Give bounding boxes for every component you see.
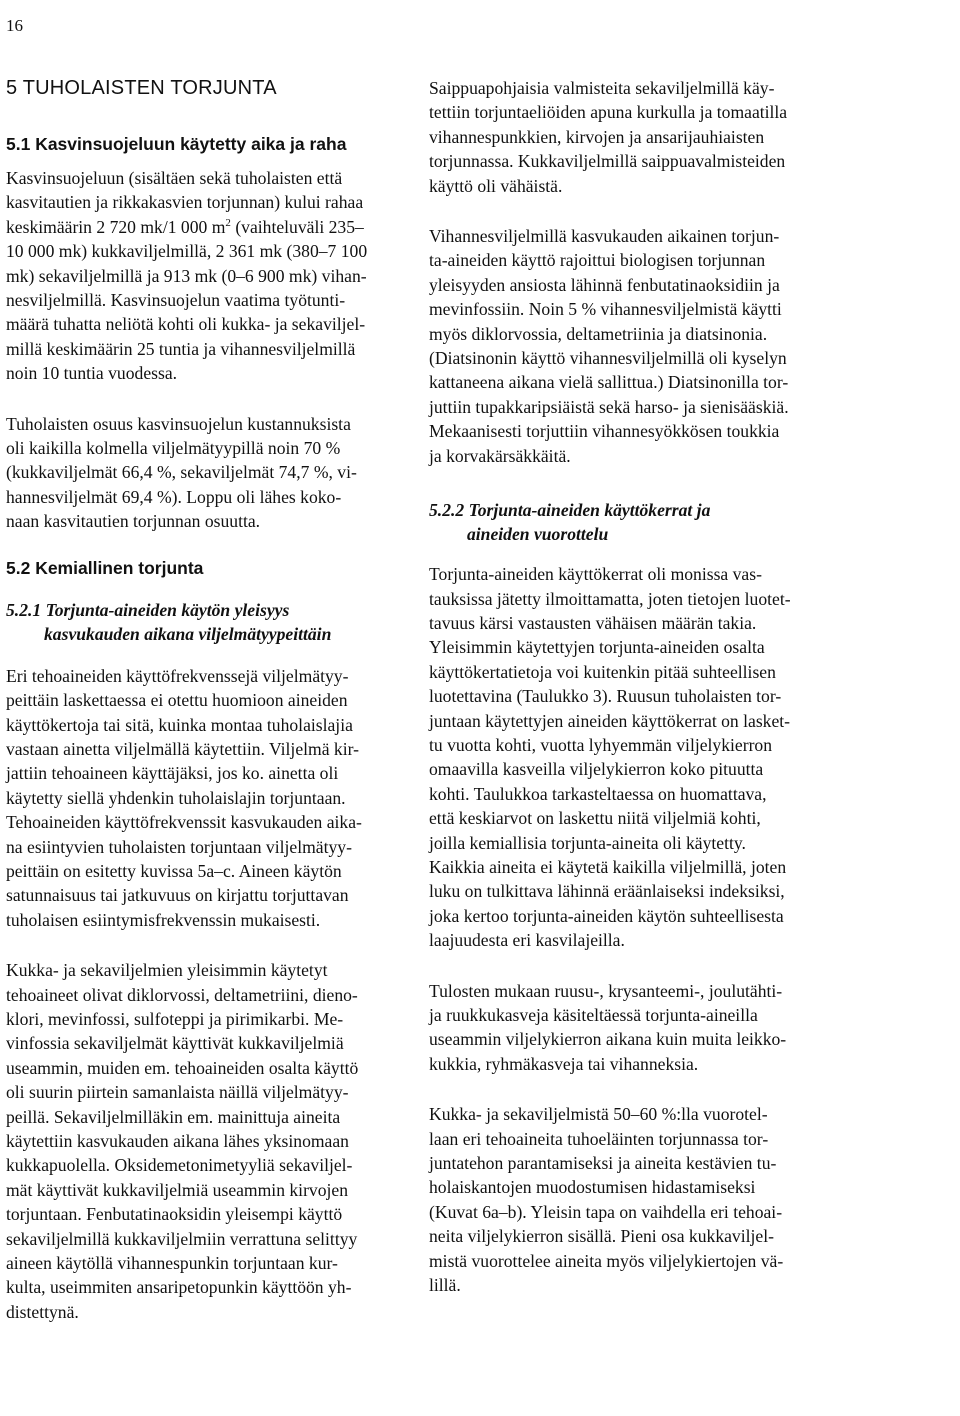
text-line: omaavilla kasveilla viljelykierron koko pituutta bbox=[429, 759, 764, 780]
text-line: Kukka- ja sekaviljelmien yleisimmin käytetyt bbox=[6, 960, 328, 981]
section-5-1-heading: 5.1 Kasvinsuojeluun käytetty aika ja raha bbox=[6, 134, 347, 154]
text-line: oli kaikilla kolmella viljelmätyypillä noin 70 % bbox=[6, 438, 341, 459]
text-line: mistä vuorottelee aineita myös viljelykiertojen vä- bbox=[429, 1250, 784, 1271]
text-line: (Diatsinonin käyttö vihannesviljelmillä oli kyselyn bbox=[429, 348, 787, 369]
text-line: peittäin laskettaessa ei otettu huomioon aineiden bbox=[6, 690, 348, 711]
paragraph-pest-share bbox=[6, 412, 410, 534]
text-line: Vihannesviljelmillä kasvukauden aikainen torjun- bbox=[429, 226, 780, 247]
text-line: tuholaisen esiintymisfrekvenssin mukaisesti. bbox=[6, 909, 321, 930]
text-line: kattaneena aikana vielä sallittua.) Diatsinonilla tor- bbox=[429, 372, 789, 393]
text-line: Mekaanisesti torjuttiin vihannesyökkösen toukkia bbox=[429, 421, 780, 442]
text-line: joilla kemiallisia torjunta-aineita oli käytetty. bbox=[429, 832, 746, 853]
text-line: luotettavina (Taulukko 3). Ruusun tuholaisten tor- bbox=[429, 686, 782, 707]
text-line: tavuus kärsi vastausten vähäisen määrän takia. bbox=[429, 612, 757, 633]
text-line: aineen käytöllä vihannespunkin torjuntaan kur- bbox=[6, 1253, 338, 1274]
text-line: hannesviljelmät 69,4 %). Loppu oli lähes koko- bbox=[6, 486, 342, 507]
section-5-2-heading: 5.2 Kemiallinen torjunta bbox=[6, 557, 204, 578]
text-line: käyttö oli vähäistä. bbox=[429, 175, 563, 196]
text-line: luku on tulkittava lähinnä eräänlaiseksi indeksiksi, bbox=[429, 881, 785, 902]
text-line: holaiskantojen muodostumisen hidastamiseksi bbox=[429, 1177, 756, 1198]
text-line: yleisyyden ansiosta lähinnä fenbutatinaoksidiin ja bbox=[429, 274, 780, 295]
paragraph-common-substances bbox=[6, 958, 410, 1324]
text-line: useammin viljelykierron aikana kuin muita leikko- bbox=[429, 1029, 787, 1050]
paragraph-usage-counts bbox=[429, 562, 834, 953]
text-line: kasvitautien ja rikkakasvien torjunnan) kului rahaa bbox=[6, 192, 364, 213]
text-line: käyttökertoja tai sitä, kuinka montaa tuholaislajia bbox=[6, 714, 353, 735]
superscript: 2 bbox=[225, 216, 231, 229]
text-line: satunnaisuus tai jatkuvuus on kirjattu torjuttavan bbox=[6, 885, 349, 906]
page-number: 16 bbox=[6, 16, 23, 35]
paragraph-vegetable-farms bbox=[429, 224, 834, 468]
section-5-2-2-heading bbox=[429, 498, 834, 546]
text-line: tehoaineet olivat diklorvossi, deltametriini, dieno- bbox=[6, 984, 358, 1005]
text-line: tettiin torjuntaeliöiden apuna kurkulla ja tomaatilla bbox=[429, 102, 788, 123]
text-line: Kasvinsuojeluun (sisältäen sekä tuholaisten että bbox=[6, 168, 343, 188]
chapter-title: 5 TUHOLAISTEN TORJUNTA bbox=[6, 77, 277, 99]
text-line: naan kasvitautien torjunnan osuutta. bbox=[6, 511, 261, 532]
section-5-2-1-heading bbox=[6, 598, 410, 646]
text-line: Yleisimmin käytettyjen torjunta-aineiden osalta bbox=[429, 637, 765, 658]
text-line: että keskiarvot on laskettu niitä viljelmiä kohti, bbox=[429, 808, 761, 829]
text-line: käytettiin kasvukauden aikana lähes yksinomaan bbox=[6, 1131, 349, 1151]
text-line: juntaan käytettyjen aineiden käyttökerrat on lasket- bbox=[429, 710, 791, 731]
paragraph-frequency bbox=[6, 664, 410, 932]
text-line: kukkapuolella. Oksidemetonimetyyliä sekaviljel- bbox=[6, 1155, 353, 1176]
text-line: peittäin on esitetty kuvissa 5a–c. Aineen käytön bbox=[6, 860, 342, 881]
text-line: oli suurin piirtein samanlaista näillä viljelmätyy- bbox=[6, 1082, 349, 1103]
text-line: kohti. Taulukkoa tarkasteltaessa on huomattava, bbox=[429, 783, 767, 804]
text-line: na esiintyvien tuholaisten torjuntaan viljelmätyy- bbox=[6, 836, 352, 857]
text-line: noin 10 tuntia vuodessa. bbox=[6, 363, 178, 384]
text-line: määrä tuhatta neliötä kohti oli kukka- ja sekaviljel- bbox=[6, 314, 366, 335]
heading-line: 5.2.2 Torjunta-aineiden käyttökerrat ja bbox=[429, 500, 711, 521]
text-line: Kaikkia aineita ei käytetä kaikilla viljelmillä, joten bbox=[429, 856, 787, 877]
text-line: sekaviljelmillä kukkaviljelmiin verrattuna selittyy bbox=[6, 1228, 358, 1249]
text-line: 10 000 mk) kukkaviljelmillä, 2 361 mk (380–7 100 bbox=[6, 241, 368, 262]
text-line: tu vuotta kohti, vuotta lyhyemmän viljelykierron bbox=[429, 734, 773, 755]
text-line: vastaan ainetta viljelmällä käytettiin. Viljelmä kir- bbox=[6, 738, 359, 759]
text-line: (Kuvat 6a–b). Yleisin tapa on vaihdella eri tehoai- bbox=[429, 1201, 783, 1222]
text-line: ja ruukkukasveja käsiteltäessä torjunta-aineilla bbox=[429, 1005, 758, 1025]
right-column bbox=[429, 76, 834, 1297]
text-line: mevinfossiin. Noin 5 % vihannesviljelmistä käytti bbox=[429, 299, 782, 320]
text-line: mät käyttivät kukkaviljelmiä useammin kirvojen bbox=[6, 1179, 349, 1200]
text-fragment: (vaihteluväli 235– bbox=[230, 216, 364, 237]
text-line: kukkia, ryhmäkasveja tai vihanneksia. bbox=[429, 1053, 699, 1074]
text-line: kulta, useimmiten ansaripetopunkin käyttöön yh- bbox=[6, 1277, 352, 1298]
text-line: vinfossia sekaviljelmät käyttivät kukkaviljelmiä bbox=[6, 1033, 344, 1054]
text-line: ta-aineiden käyttö rajoittui biologisen torjunnan bbox=[429, 250, 766, 271]
text-line: Kukka- ja sekaviljelmistä 50–60 %:lla vuorotel- bbox=[429, 1104, 768, 1125]
text-line: vihannespunkkien, kirvojen ja ansarijauhiaisten bbox=[429, 126, 765, 147]
text-line: Tuholaisten osuus kasvinsuojelun kustannuksista bbox=[6, 413, 351, 434]
text-line: Tulosten mukaan ruusu-, krysanteemi-, joulutähti- bbox=[429, 980, 783, 1001]
text-line: Torjunta-aineiden käyttökerrat oli monissa vas- bbox=[429, 564, 762, 585]
heading-line: kasvukauden aikana viljelmätyypeittäin bbox=[44, 623, 332, 644]
left-column bbox=[6, 76, 410, 1324]
text-line: Saippuapohjaisia valmisteita sekaviljelmillä käy- bbox=[429, 78, 775, 98]
text-line: (kukkaviljelmät 66,4 %, sekaviljelmät 74,7 %, vi- bbox=[6, 462, 357, 483]
paragraph-rotation bbox=[429, 1102, 834, 1297]
text-line: juttiin tupakkaripsiäistä sekä harso- ja sienisääskiä. bbox=[429, 396, 789, 417]
text-line: Eri tehoaineiden käyttöfrekvenssejä viljelmätyy- bbox=[6, 665, 349, 686]
paragraph-soap-products bbox=[429, 76, 834, 198]
text-line: laajuudesta eri kasvilajeilla. bbox=[429, 930, 625, 951]
text-fragment: keskimäärin 2 720 mk/1 000 m bbox=[6, 216, 226, 237]
text-line: millä keskimäärin 25 tuntia ja vihannesviljelmillä bbox=[6, 338, 356, 359]
heading-line: aineiden vuorottelu bbox=[467, 524, 609, 545]
text-line: ja korvakärsäkkäitä. bbox=[429, 445, 571, 466]
text-line: torjuntaan. Fenbutatinaoksidin yleisempi käyttö bbox=[6, 1204, 343, 1225]
paragraph-cost bbox=[6, 166, 410, 386]
text-line: distettynä. bbox=[6, 1301, 79, 1322]
paragraph-results bbox=[429, 979, 834, 1077]
text-line: nesviljelmillä. Kasvinsuojelun vaatima työtunti- bbox=[6, 290, 346, 311]
text-line: Tehoaineiden käyttöfrekvenssit kasvukauden aika- bbox=[6, 812, 362, 833]
text-line: juntatehon parantamiseksi ja aineita kestävien tu- bbox=[429, 1153, 777, 1174]
text-line: tauksissa jätetty ilmoittamatta, joten tietojen luotet- bbox=[429, 588, 791, 609]
text-line: joka kertoo torjunta-aineiden käytön suhteellisesta bbox=[429, 905, 784, 926]
text-line: laan eri tehoaineita tuhoeläinten torjunnassa tor- bbox=[429, 1128, 769, 1149]
text-line: jattiin tehoaineen käyttäjäksi, jos ko. ainetta oli bbox=[6, 763, 339, 784]
text-line: käytetty siellä yhdenkin tuholaislajin torjuntaan. bbox=[6, 787, 346, 808]
text-line: peillä. Sekaviljelmilläkin em. mainittuja aineita bbox=[6, 1106, 341, 1127]
text-line: lillä. bbox=[429, 1275, 461, 1296]
text-line: useammin, muiden em. tehoaineiden osalta käyttö bbox=[6, 1057, 359, 1078]
text-line: torjunnassa. Kukkaviljelmillä saippuavalmisteiden bbox=[429, 151, 786, 172]
text-line: klori, mevinfossi, sulfoteppi ja pirimikarbi. Me- bbox=[6, 1008, 344, 1029]
heading-line: 5.2.1 Torjunta-aineiden käytön yleisyys bbox=[6, 599, 290, 620]
text-line: myös diklorvossia, deltametriinia ja diatsinonia. bbox=[429, 323, 768, 344]
text-line: käyttökertatietoja voi kuitenkin pitää suhteellisen bbox=[429, 661, 776, 682]
text-line: neita viljelykierron sisällä. Pieni osa kukkaviljel- bbox=[429, 1226, 774, 1247]
text-line bbox=[6, 215, 410, 239]
text-line: mk) sekaviljelmillä ja 913 mk (0–6 900 mk) vihan- bbox=[6, 265, 367, 286]
